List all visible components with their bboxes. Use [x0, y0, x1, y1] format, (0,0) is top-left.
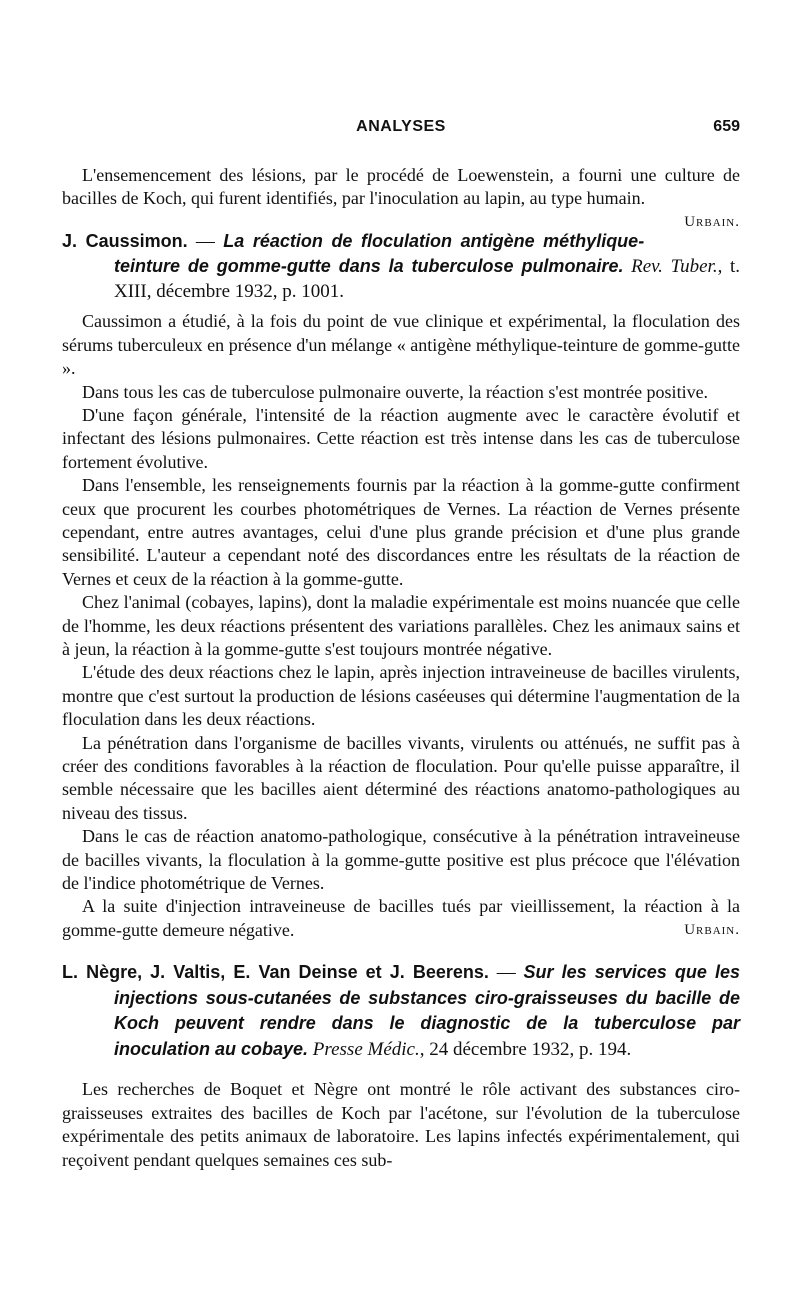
entry-authors: J. Caussimon.: [62, 230, 188, 251]
entry-negre: [62, 960, 740, 1172]
signature: Urbain.: [684, 213, 740, 230]
body-paragraph: Caussimon a étudié, à la fois du point de vue clinique et expérimental, la floculation des sérums tuberculeux en présence d'un mélange « antigène méthylique-teinture de gomme-gutte ».: [62, 311, 740, 379]
signature: Urbain.: [684, 921, 740, 938]
entry-authors: L. Nègre, J. Valtis, E. Van Deinse et J. Beerens.: [62, 962, 489, 983]
body-paragraph: Dans tous les cas de tuberculose pulmonaire ouverte, la réaction s'est montrée positive.: [82, 381, 709, 402]
entry-caussimon: [62, 229, 740, 942]
entry-heading: [62, 960, 740, 1062]
section-urbain-continuation: [62, 164, 740, 230]
body-paragraph: Dans le cas de réaction anatomo-pathologique, consécutive à la pénétration intraveineuse de bacilles vivants, la floculation à la gomme-gutte positive est plus précoce que l'élévation de l'indice photométrique de Vernes.: [62, 826, 740, 894]
entry-dash: —: [187, 230, 224, 252]
spacer: [62, 1068, 740, 1078]
body-paragraph: Chez l'animal (cobayes, lapins), dont la maladie expérimentale est moins nuancée que celle de l'homme, les deux réactions présentent des variations parallèles. Chez les animaux sains et à jeun, la réaction à la gomme-gutte s'est toujours montrée négative.: [62, 592, 740, 659]
entry-journal: Presse Médic.: [312, 1038, 420, 1060]
entry-heading: [62, 229, 740, 305]
running-header: [62, 118, 740, 144]
body-paragraph-final: A la suite d'injection intraveineuse de bacilles tués par vieillissement, la réaction à la gomme-gutte demeure négative. Urbain.: [62, 895, 740, 942]
entry-journal: Rev. Tuber.: [631, 256, 718, 278]
body-paragraph: Les recherches de Boquet et Nègre ont montré le rôle activant des substances ciro-graisseuses extraites des bacilles de Koch par l'acétone, sur l'évolution de la tuberculose expérimentale des petits animaux de laboratoire. Les lapins infectés expérimentalement, qui reçoivent pendant quelques semaines ces sub-: [62, 1079, 740, 1170]
entry-title: Sur les services que les injections sous-cutanées de substances ciro-graisseuses du bacille de Koch peuvent rendre dans le diagnostic de la tuberculose par inoculation au cobaye.: [114, 962, 740, 1059]
entry-dash: —: [488, 962, 524, 984]
body-paragraph: D'une façon générale, l'intensité de la réaction augmente avec le caractère évolutif et infectant des lésions pulmonaires. Cette réaction est très intense dans les cas de tuberculose fortement évolutive.: [62, 404, 740, 472]
entry-source: , t. XIII, décembre 1932, p. 1001.: [114, 256, 741, 302]
running-title: ANALYSES: [356, 118, 446, 135]
document-page: [62, 118, 740, 1172]
entry-title: La réaction de floculation antigène méthylique-teinture de gomme-gutte dans la tuberculose pulmonaire.: [114, 230, 645, 277]
body-paragraph: L'étude des deux réactions chez le lapin, après injection intraveineuse de bacilles virulents, montre que c'est surtout la production de lésions caséeuses qui détermine l'augmentation de la floculation dans les deux réactions.: [62, 662, 740, 730]
page-number: 659: [713, 118, 740, 135]
body-paragraph: La pénétration dans l'organisme de bacilles vivants, virulents ou atténués, ne suffit pas à créer des conditions favorables à la réaction de floculation. Pour qu'elle puisse apparaître, il semble nécessaire que les bacilles aient déterminé des réactions anatomo-pathologiques au niveau des tissus.: [62, 732, 740, 823]
entry-source: , 24 décembre 1932, p. 194.: [419, 1038, 632, 1060]
body-paragraph: Dans l'ensemble, les renseignements fournis par la réaction à la gomme-gutte confirment ceux que procurent les courbes photométriques de Vernes. La réaction de Vernes présente cependant, entre autres avantages, celui d'une plus grande précision et d'une plus grande sensibilité. L'auteur a cependant noté des discordances entre les résultats de la réaction de Vernes et ceux de la réaction à la gomme-gutte.: [62, 475, 740, 589]
continuation-paragraph: L'ensemencement des lésions, par le procédé de Loewenstein, a fourni une culture de bacilles de Koch, qui furent identifiés, par l'inoculation au lapin, au type humain. Urbain.: [62, 164, 740, 211]
